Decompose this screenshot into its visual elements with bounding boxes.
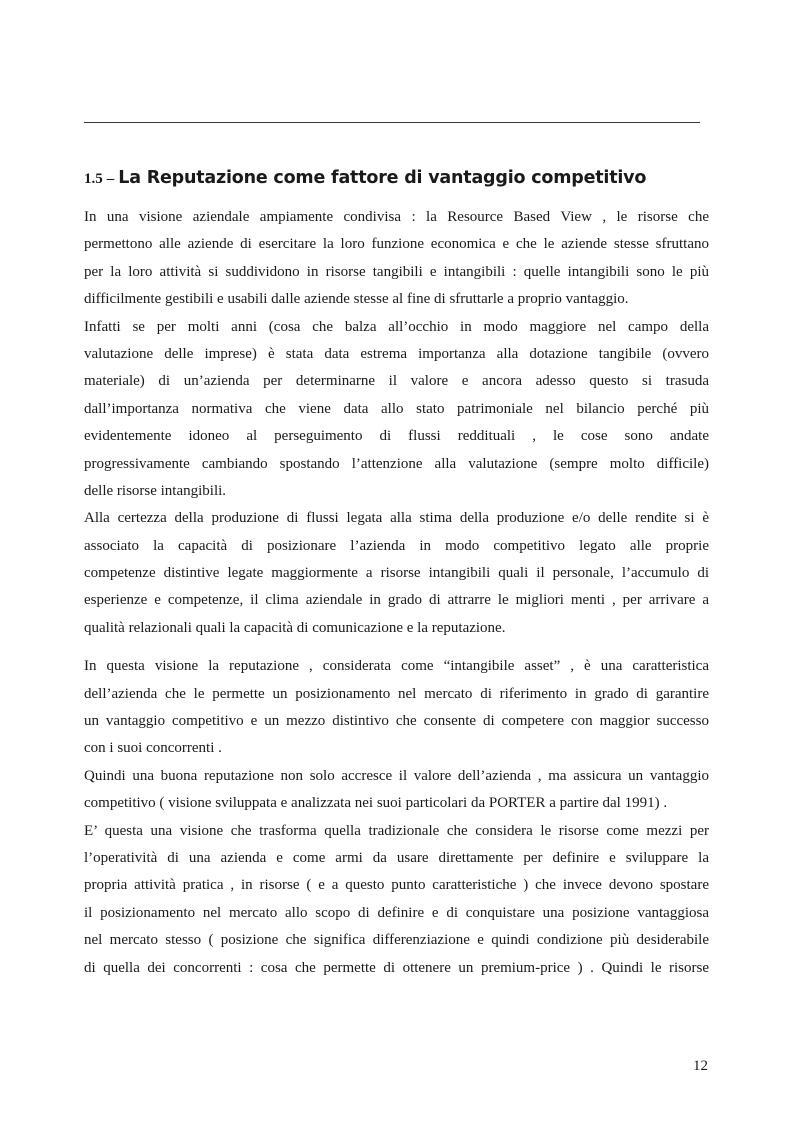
text-line: Infatti se per molti anni (cosa che balza all’occhio in modo maggiore nel campo della bbox=[84, 318, 709, 335]
text-line: dell’azienda che le permette un posizionamento nel mercato di riferimento in grado di garantire bbox=[84, 685, 709, 702]
text-line: un vantaggio competitivo e un mezzo distintivo che consente di competere con maggior successo bbox=[84, 713, 709, 730]
text-line: con i suoi concorrenti . bbox=[84, 740, 222, 757]
text-line: associato la capacità di posizionare l’azienda in modo competitivo legato alle proprie bbox=[84, 537, 709, 554]
text-line: progressivamente cambiando spostando l’attenzione alla valutazione (sempre molto difficile) bbox=[84, 455, 709, 472]
text-line: qualità relazionali quali la capacità di comunicazione e la reputazione. bbox=[84, 619, 506, 636]
text-line: nel mercato stesso ( posizione che significa differenziazione e quindi condizione più desiderabile bbox=[84, 932, 709, 949]
text-line: per la loro attività si suddividono in risorse tangibili e intangibili : quelle intangibili sono le più bbox=[84, 263, 709, 280]
text-line: permettono alle aziende di esercitare la loro funzione economica e che le aziende stesse sfruttano bbox=[84, 236, 709, 253]
text-line: competitivo ( visione sviluppata e analizzata nei suoi particolari da PORTER a partire dal 1991) . bbox=[84, 795, 668, 812]
paragraph bbox=[84, 653, 709, 763]
section-title: La Reputazione come fattore di vantaggio competitivo bbox=[118, 168, 647, 188]
text-line: dall’importanza normativa che viene data allo stato patrimoniale nel bilancio perché più bbox=[84, 400, 709, 417]
header-rule bbox=[84, 122, 700, 123]
text-line: l’operatività di una azienda e come armi da usare direttamente per definire e sviluppare la bbox=[84, 849, 709, 866]
text-line: materiale) di un’azienda per determinarne il valore e ancora adesso questo si trasuda bbox=[84, 373, 709, 390]
text-line: E’ questa una visione che trasforma quella tradizionale che considera le risorse come mezzi per bbox=[84, 822, 709, 839]
page-number: 12 bbox=[693, 1058, 708, 1074]
paragraph-gap bbox=[84, 642, 709, 653]
paragraph bbox=[84, 818, 709, 982]
text-line: Alla certezza della produzione di flussi legata alla stima della produzione e/o delle rendite si è bbox=[84, 510, 709, 527]
section-dash: – bbox=[106, 171, 115, 187]
section-number: 1.5 bbox=[84, 171, 103, 187]
body-text bbox=[84, 204, 709, 982]
text-line: In questa visione la reputazione , considerata come “intangibile asset” , è una caratteristica bbox=[84, 658, 709, 675]
text-line: propria attività pratica , in risorse ( e a questo punto caratteristiche ) che invece devono spostare bbox=[84, 877, 709, 894]
text-line: esperienze e competenze, il clima aziendale in grado di attrarre le migliori menti , per arrivare a bbox=[84, 592, 709, 609]
paragraph bbox=[84, 204, 709, 314]
paragraph bbox=[84, 505, 709, 642]
text-line: evidentemente idoneo al perseguimento di flussi reddituali , le cose sono andate bbox=[84, 428, 709, 445]
text-line: competenze distintive legate maggiormente a risorse intangibili quali il personale, l’accumulo di bbox=[84, 565, 709, 582]
section-heading bbox=[84, 163, 724, 194]
text-line: il posizionamento nel mercato allo scopo di definire e di conquistare una posizione vantaggiosa bbox=[84, 904, 709, 921]
text-line: Quindi una buona reputazione non solo accresce il valore dell’azienda , ma assicura un vantaggio bbox=[84, 767, 709, 784]
text-line: di quella dei concorrenti : cosa che permette di ottenere un premium-price ) . Quindi le risorse bbox=[84, 959, 709, 976]
paragraph bbox=[84, 763, 709, 818]
text-line: In una visione aziendale ampiamente condivisa : la Resource Based View , le risorse che bbox=[84, 209, 709, 225]
text-line: difficilmente gestibili e usabili dalle aziende stesse al fine di sfruttarle a proprio vantaggio. bbox=[84, 291, 629, 308]
text-line: valutazione delle imprese) è stata data estrema importanza alla dotazione tangibile (ovvero bbox=[84, 345, 709, 362]
text-line: delle risorse intangibili. bbox=[84, 482, 227, 499]
paragraph bbox=[84, 314, 709, 506]
